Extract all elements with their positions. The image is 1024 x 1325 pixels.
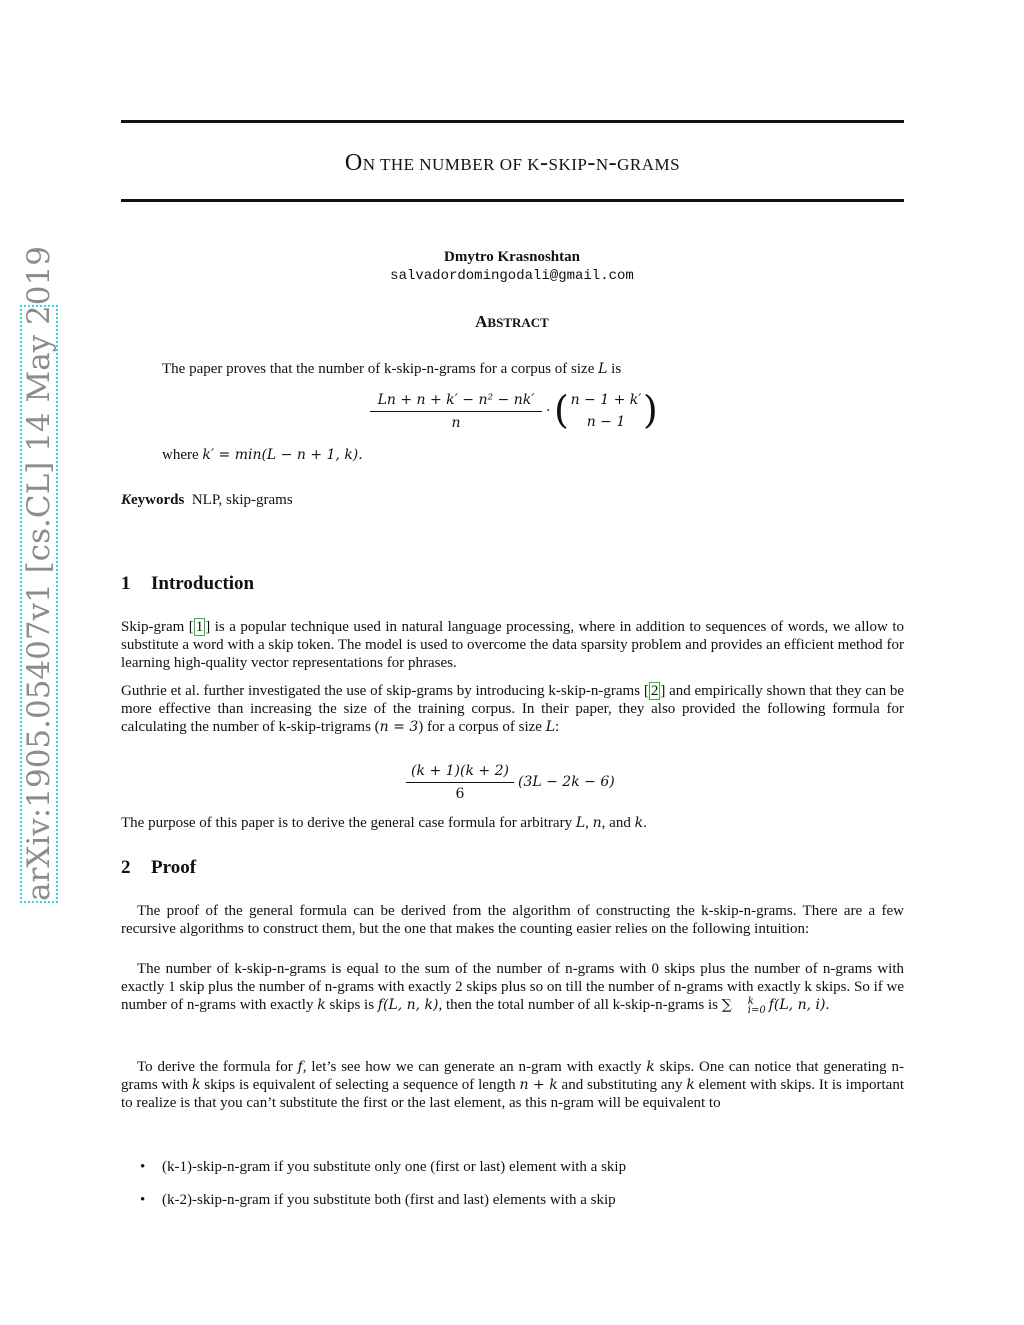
title-top-rule bbox=[121, 120, 904, 123]
binomial-coefficient: n − 1 + k′ n − 1 bbox=[570, 392, 642, 430]
intro-paragraph-1: Skip-gram [ 1 ] is a popular technique used in natural language processing, where in addition to sequences of words, we allow to substitute a word with a skip token. The model is used to overcome the data sparsity problem and provides an efficient method for learning high-quality vector representations for phrases. bbox=[121, 619, 905, 671]
arxiv-identifier-stamp[interactable]: arXiv:1905.05407v1 [cs.CL] 14 May 2019 bbox=[21, 246, 57, 901]
paper-title: ON THE NUMBER OF K-SKIP-N-GRAMS bbox=[344, 150, 681, 176]
author-name: Dmytro Krasnoshtan bbox=[444, 249, 580, 265]
citation-link-1[interactable]: 1 bbox=[195, 619, 204, 635]
intro-paragraph-2: Guthrie et al. further investigated the use of skip-grams by introducing k-skip-n-grams [ 2 ] and empirically shown that they can be more effective than increasing the size of the training corpus. In their paper, they also provided the following formula for calculating the number of k-skip-trigrams (n = 3) for a corpus of size L: bbox=[121, 683, 904, 735]
keywords-line: Keywords NLP, skip-grams bbox=[121, 492, 293, 508]
proof-paragraph-2: The number of k-skip-n-grams is equal to the sum of the number of n-grams with 0 skips plus the number of n-grams with exactly 1 skip plus the number of n-grams with exactly 2 skips plus so on till the number of n-grams with exactly k skips. So if we number of n-grams with exactly k skips is f(L, n, k), then the total number of all k-skip-n-grams is ∑ k i=0 f(L, n, i). bbox=[121, 961, 904, 1016]
trigram-formula-fraction: (k + 1)(k + 2) 6 bbox=[406, 762, 514, 803]
keywords-label: Keywords bbox=[121, 492, 185, 508]
section-heading-proof: 2 Proof bbox=[121, 857, 197, 878]
trigram-formula-factor: (3L − 2k − 6) bbox=[518, 774, 615, 790]
proof-paragraph-3: To derive the formula for f, let’s see how we can generate an n-gram with exactly k skips. One can notice that generating n-grams with k skips is equivalent of selecting a sequence of length n + k and substituting any k element with skips. It is important to realize is that you can’t substitute the first or the last element, as this n-gram will be equivalent to bbox=[121, 1059, 905, 1111]
abstract-intro: The paper proves that the number of k-skip-n-grams for a corpus of size L is bbox=[162, 361, 622, 377]
proof-paragraph-1: The proof of the general formula can be derived from the algorithm of constructing the k-skip-n-grams. There are a few recursive algorithms to construct them, but the one that makes the counting easier relies on the following intuition: bbox=[121, 903, 904, 937]
abstract-formula-fraction: Ln + n + k′ − n² − nk′ n bbox=[370, 391, 542, 432]
multiplication-dot: · bbox=[546, 403, 551, 419]
list-item: (k-2)-skip-n-gram if you substitute both (first and last) elements with a skip bbox=[162, 1192, 616, 1208]
author-email[interactable]: salvadordomingodali@gmail.com bbox=[390, 268, 634, 284]
binomial-right-paren: ) bbox=[643, 388, 658, 432]
citation-link-2[interactable]: 2 bbox=[650, 683, 659, 699]
title-bottom-rule bbox=[121, 199, 904, 202]
bullet-marker: • bbox=[140, 1192, 146, 1208]
abstract-heading: ABSTRACT bbox=[475, 312, 549, 331]
abstract-where-clause: where k′ = min(L − n + 1, k). bbox=[162, 447, 363, 463]
intro-paragraph-3: The purpose of this paper is to derive the general case formula for arbitrary L, n, and k. bbox=[121, 815, 647, 831]
list-item: (k-1)-skip-n-gram if you substitute only one (first or last) element with a skip bbox=[162, 1159, 627, 1175]
bullet-marker: • bbox=[140, 1159, 146, 1175]
binomial-left-paren: ( bbox=[554, 388, 569, 432]
summation-symbol: ∑ bbox=[721, 997, 732, 1013]
section-heading-introduction: 1 Introduction bbox=[121, 573, 255, 594]
